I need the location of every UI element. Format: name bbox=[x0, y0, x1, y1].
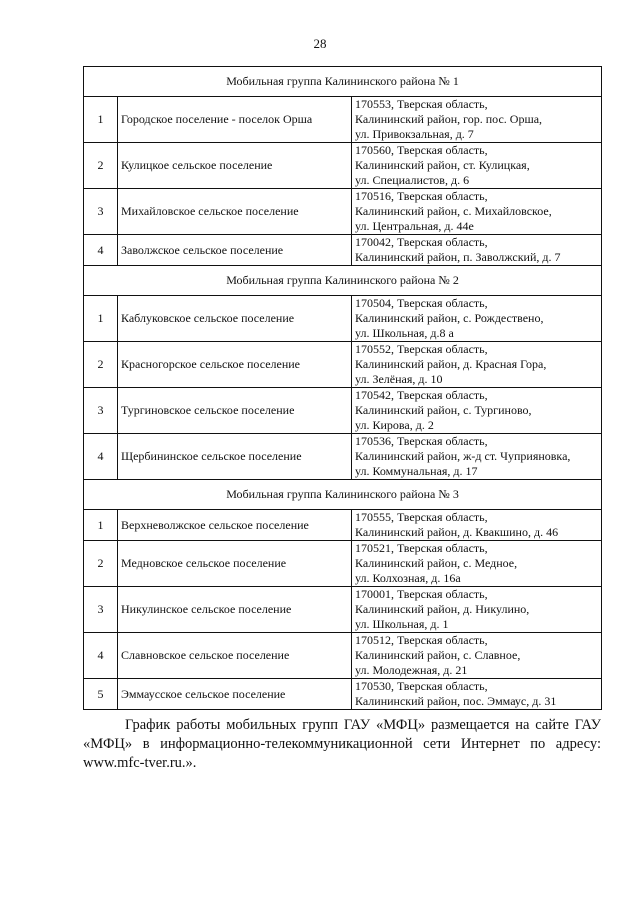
footer-paragraph: График работы мобильных групп ГАУ «МФЦ» размещается на сайте ГАУ «МФЦ» в информационно-телекоммуникационной сети Интернет по адресу: www.mfc-tver.ru.». bbox=[83, 717, 601, 771]
table-row bbox=[84, 510, 602, 541]
settlement-address: 170504, Тверская область, Калининский район, с. Рождествено, ул. Школьная, д.8 а bbox=[352, 296, 602, 342]
settlement-name: Тургиновское сельское поселение bbox=[118, 388, 352, 434]
page-number: 28 bbox=[313, 36, 327, 51]
settlement-address: 170552, Тверская область, Калининский район, д. Красная Гора, ул. Зелёная, д. 10 bbox=[352, 342, 602, 388]
table-row bbox=[84, 296, 602, 342]
settlement-name: Медновское сельское поселение bbox=[118, 541, 352, 587]
row-number: 1 bbox=[84, 296, 118, 342]
settlement-address: 170001, Тверская область, Калининский район, д. Никулино, ул. Школьная, д. 1 bbox=[352, 587, 602, 633]
row-number: 1 bbox=[84, 510, 118, 541]
settlement-name: Михайловское сельское поселение bbox=[118, 189, 352, 235]
row-number: 5 bbox=[84, 679, 118, 710]
settlement-name: Верхневолжское сельское поселение bbox=[118, 510, 352, 541]
settlement-name: Кулицкое сельское поселение bbox=[118, 143, 352, 189]
group-title: Мобильная группа Калининского района № 1 bbox=[84, 67, 602, 97]
settlement-name: Красногорское сельское поселение bbox=[118, 342, 352, 388]
settlement-name: Никулинское сельское поселение bbox=[118, 587, 352, 633]
row-number: 4 bbox=[84, 633, 118, 679]
row-number: 2 bbox=[84, 342, 118, 388]
row-number: 3 bbox=[84, 388, 118, 434]
row-number: 2 bbox=[84, 541, 118, 587]
settlement-address: 170542, Тверская область, Калининский район, с. Тургиново, ул. Кирова, д. 2 bbox=[352, 388, 602, 434]
settlement-address: 170536, Тверская область, Калининский район, ж-д ст. Чуприяновка, ул. Коммунальная, д. 17 bbox=[352, 434, 602, 480]
settlement-address: 170530, Тверская область, Калининский район, пос. Эммаус, д. 31 bbox=[352, 679, 602, 710]
row-number: 4 bbox=[84, 235, 118, 266]
row-number: 4 bbox=[84, 434, 118, 480]
table-row bbox=[84, 342, 602, 388]
row-number: 3 bbox=[84, 587, 118, 633]
table-row bbox=[84, 235, 602, 266]
settlement-name: Щербининское сельское поселение bbox=[118, 434, 352, 480]
table-row bbox=[84, 388, 602, 434]
settlement-address: 170521, Тверская область, Калининский район, с. Медное, ул. Колхозная, д. 16а bbox=[352, 541, 602, 587]
group-title: Мобильная группа Калининского района № 2 bbox=[84, 266, 602, 296]
settlement-name: Каблуковское сельское поселение bbox=[118, 296, 352, 342]
table-row bbox=[84, 189, 602, 235]
settlement-address: 170512, Тверская область, Калининский район, с. Славное, ул. Молодежная, д. 21 bbox=[352, 633, 602, 679]
settlement-name: Славновское сельское поселение bbox=[118, 633, 352, 679]
table-row bbox=[84, 97, 602, 143]
settlement-name: Эммаусское сельское поселение bbox=[118, 679, 352, 710]
table-row bbox=[84, 143, 602, 189]
group-title: Мобильная группа Калининского района № 3 bbox=[84, 480, 602, 510]
row-number: 3 bbox=[84, 189, 118, 235]
settlement-name: Городское поселение - поселок Орша bbox=[118, 97, 352, 143]
settlement-address: 170555, Тверская область, Калининский район, д. Квакшино, д. 46 bbox=[352, 510, 602, 541]
table-row bbox=[84, 434, 602, 480]
table-row bbox=[84, 587, 602, 633]
settlement-address: 170560, Тверская область, Калининский район, ст. Кулицкая, ул. Специалистов, д. 6 bbox=[352, 143, 602, 189]
table-row bbox=[84, 541, 602, 587]
settlement-address: 170516, Тверская область, Калининский район, с. Михайловское, ул. Центральная, д. 44е bbox=[352, 189, 602, 235]
row-number: 2 bbox=[84, 143, 118, 189]
table-row bbox=[84, 633, 602, 679]
group-header-row bbox=[84, 480, 602, 510]
group-header-row bbox=[84, 67, 602, 97]
table-row bbox=[84, 679, 602, 710]
row-number: 1 bbox=[84, 97, 118, 143]
mobile-groups-table bbox=[83, 66, 602, 710]
settlement-address: 170553, Тверская область, Калининский район, гор. пос. Орша, ул. Привокзальная, д. 7 bbox=[352, 97, 602, 143]
group-header-row bbox=[84, 266, 602, 296]
settlement-address: 170042, Тверская область, Калининский район, п. Заволжский, д. 7 bbox=[352, 235, 602, 266]
settlement-name: Заволжское сельское поселение bbox=[118, 235, 352, 266]
